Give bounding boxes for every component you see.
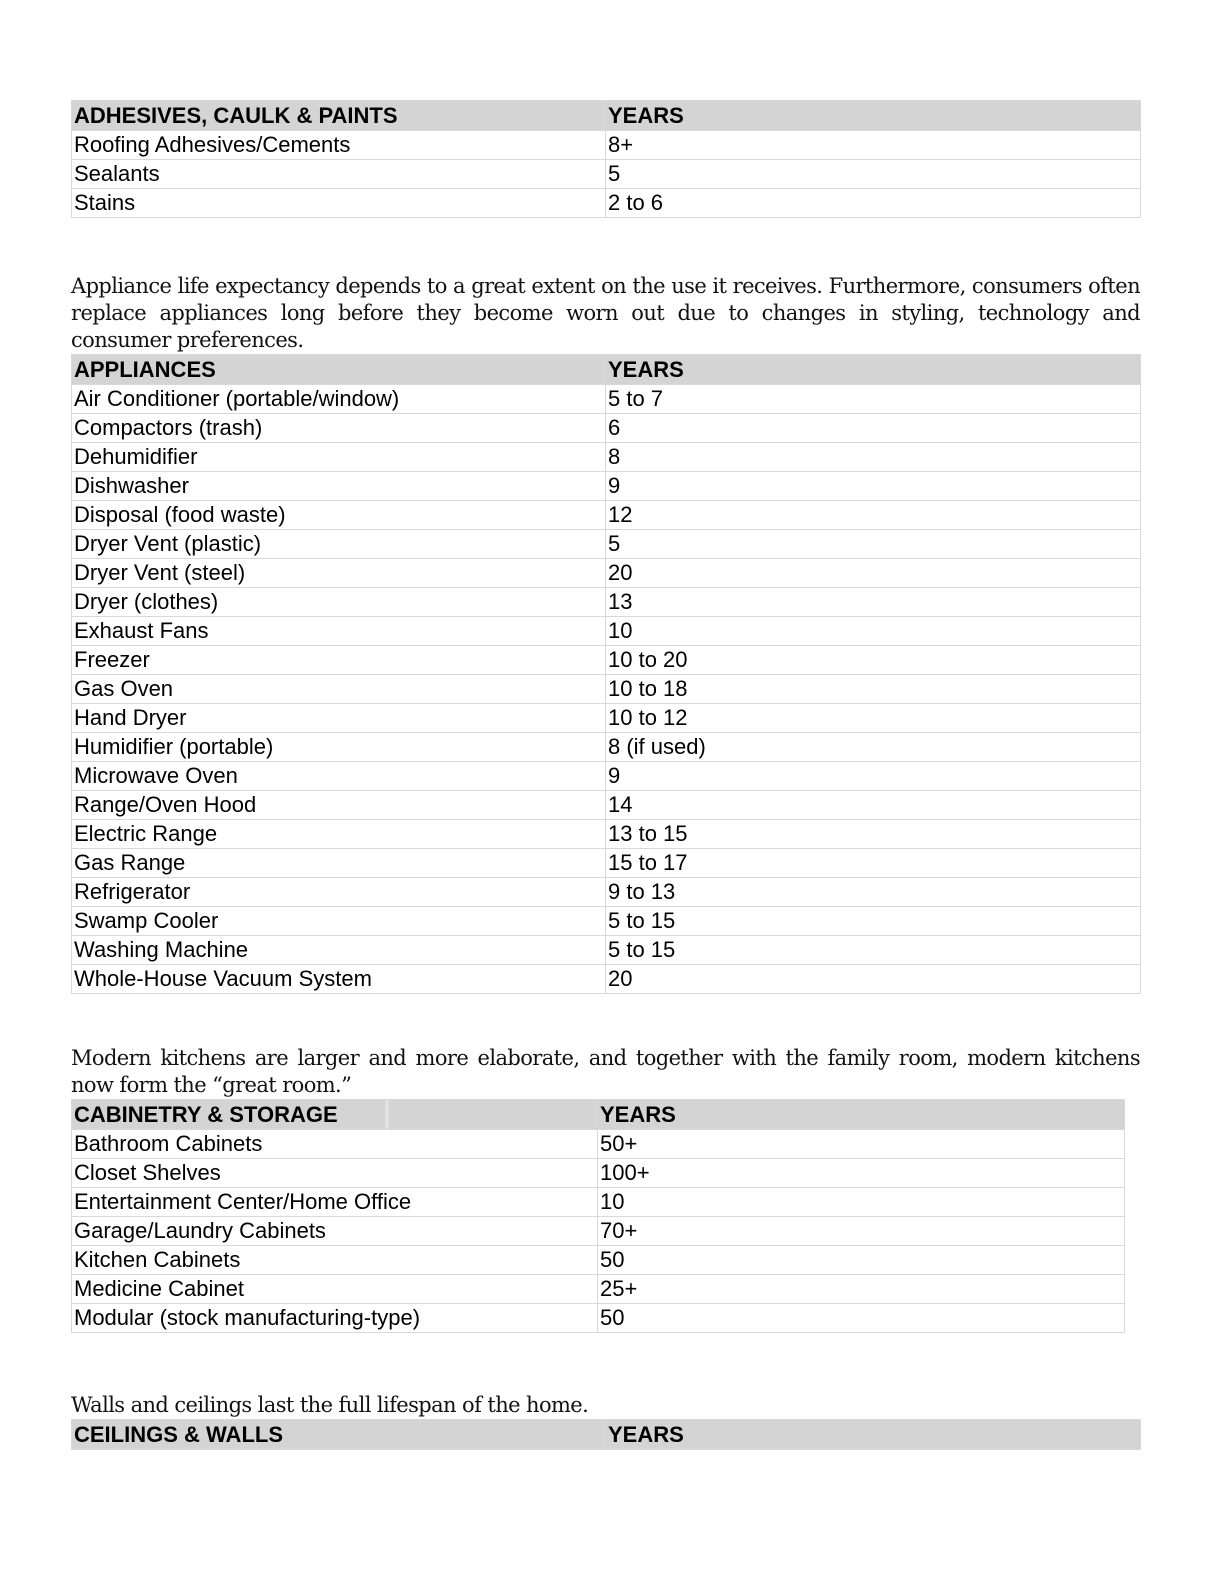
table-row	[72, 1130, 1125, 1159]
item-years: 9 to 13	[606, 878, 1141, 907]
table-row	[72, 1188, 1125, 1217]
item-name: Air Conditioner (portable/window)	[72, 385, 606, 414]
table-row	[72, 414, 1141, 443]
item-name: Bathroom Cabinets	[72, 1130, 598, 1159]
item-name: Medicine Cabinet	[72, 1275, 598, 1304]
item-years: 5	[606, 530, 1141, 559]
table-row	[72, 820, 1141, 849]
header-years: YEARS	[606, 355, 1141, 385]
item-years: 10	[598, 1188, 1125, 1217]
appliances-intro: Appliance life expectancy depends to a great extent on the use it receives. Furthermore, consumers often replace appliances long before they become worn out due to changes in styling, technology and consumer preferences.	[71, 274, 1140, 352]
table-row	[72, 762, 1141, 791]
item-name: Range/Oven Hood	[72, 791, 606, 820]
header-category: ADHESIVES, CAULK & PAINTS	[72, 101, 606, 131]
table-row	[72, 1159, 1125, 1188]
item-name: Exhaust Fans	[72, 617, 606, 646]
header-category: APPLIANCES	[72, 355, 606, 385]
ceilings-intro: Walls and ceilings last the full lifespan of the home.	[71, 1393, 589, 1417]
item-years: 10 to 12	[606, 704, 1141, 733]
item-years: 5 to 7	[606, 385, 1141, 414]
table-row	[72, 189, 1141, 218]
item-name: Microwave Oven	[72, 762, 606, 791]
item-years: 100+	[598, 1159, 1125, 1188]
item-name: Dehumidifier	[72, 443, 606, 472]
item-name: Dishwasher	[72, 472, 606, 501]
table-row	[72, 733, 1141, 762]
table-row	[72, 704, 1141, 733]
table-row	[72, 1275, 1125, 1304]
item-name: Gas Oven	[72, 675, 606, 704]
item-name: Compactors (trash)	[72, 414, 606, 443]
header-years: YEARS	[606, 1420, 1141, 1450]
item-years: 50	[598, 1246, 1125, 1275]
item-years: 13	[606, 588, 1141, 617]
table-row	[72, 849, 1141, 878]
item-name: Washing Machine	[72, 936, 606, 965]
item-years: 8	[606, 443, 1141, 472]
header-category: CEILINGS & WALLS	[72, 1420, 606, 1450]
item-years: 8 (if used)	[606, 733, 1141, 762]
item-years: 5	[606, 160, 1141, 189]
item-name: Garage/Laundry Cabinets	[72, 1217, 598, 1246]
item-name: Dryer Vent (steel)	[72, 559, 606, 588]
table-row	[72, 936, 1141, 965]
item-name: Gas Range	[72, 849, 606, 878]
item-name: Swamp Cooler	[72, 907, 606, 936]
cabinetry-intro: Modern kitchens are larger and more elaborate, and together with the family room, modern kitchens now form the “great room.”	[71, 1046, 1140, 1097]
header-years: YEARS	[606, 101, 1141, 131]
table-row	[72, 791, 1141, 820]
table-row	[72, 907, 1141, 936]
item-years: 6	[606, 414, 1141, 443]
item-years: 5 to 15	[606, 936, 1141, 965]
item-years: 10 to 20	[606, 646, 1141, 675]
item-years: 50	[598, 1304, 1125, 1333]
table-row	[72, 675, 1141, 704]
item-years: 50+	[598, 1130, 1125, 1159]
table-header-row	[72, 1100, 1125, 1130]
table-row	[72, 646, 1141, 675]
item-years: 8+	[606, 131, 1141, 160]
item-years: 15 to 17	[606, 849, 1141, 878]
item-name: Electric Range	[72, 820, 606, 849]
item-years: 5 to 15	[606, 907, 1141, 936]
adhesives-table	[71, 100, 1141, 218]
table-row	[72, 501, 1141, 530]
item-years: 20	[606, 965, 1141, 994]
item-years: 70+	[598, 1217, 1125, 1246]
item-years: 2 to 6	[606, 189, 1141, 218]
table-header-row	[72, 101, 1141, 131]
item-name: Whole-House Vacuum System	[72, 965, 606, 994]
item-name: Kitchen Cabinets	[72, 1246, 598, 1275]
item-name: Disposal (food waste)	[72, 501, 606, 530]
item-name: Entertainment Center/Home Office	[72, 1188, 598, 1217]
table-row	[72, 131, 1141, 160]
table-row	[72, 965, 1141, 994]
header-years: YEARS	[598, 1100, 1125, 1130]
item-name: Roofing Adhesives/Cements	[72, 131, 606, 160]
table-row	[72, 472, 1141, 501]
item-years: 25+	[598, 1275, 1125, 1304]
item-years: 10	[606, 617, 1141, 646]
appliances-table	[71, 354, 1141, 994]
item-name: Stains	[72, 189, 606, 218]
table-header-row	[72, 1420, 1141, 1450]
table-row	[72, 878, 1141, 907]
table-row	[72, 385, 1141, 414]
table-row	[72, 1217, 1125, 1246]
item-name: Dryer (clothes)	[72, 588, 606, 617]
item-years: 9	[606, 762, 1141, 791]
item-years: 20	[606, 559, 1141, 588]
item-name: Sealants	[72, 160, 606, 189]
item-name: Freezer	[72, 646, 606, 675]
table-row	[72, 617, 1141, 646]
ceilings-table	[71, 1419, 1141, 1450]
item-years: 9	[606, 472, 1141, 501]
item-years: 10 to 18	[606, 675, 1141, 704]
table-row	[72, 1246, 1125, 1275]
table-row	[72, 160, 1141, 189]
item-years: 14	[606, 791, 1141, 820]
item-name: Dryer Vent (plastic)	[72, 530, 606, 559]
cabinetry-table	[71, 1099, 1125, 1333]
table-row	[72, 530, 1141, 559]
table-row	[72, 588, 1141, 617]
item-name: Refrigerator	[72, 878, 606, 907]
header-category: CABINETRY & STORAGE	[72, 1100, 598, 1130]
table-row	[72, 443, 1141, 472]
table-row	[72, 559, 1141, 588]
item-years: 12	[606, 501, 1141, 530]
item-years: 13 to 15	[606, 820, 1141, 849]
item-name: Closet Shelves	[72, 1159, 598, 1188]
table-header-row	[72, 355, 1141, 385]
table-row	[72, 1304, 1125, 1333]
item-name: Humidifier (portable)	[72, 733, 606, 762]
item-name: Hand Dryer	[72, 704, 606, 733]
item-name: Modular (stock manufacturing-type)	[72, 1304, 598, 1333]
